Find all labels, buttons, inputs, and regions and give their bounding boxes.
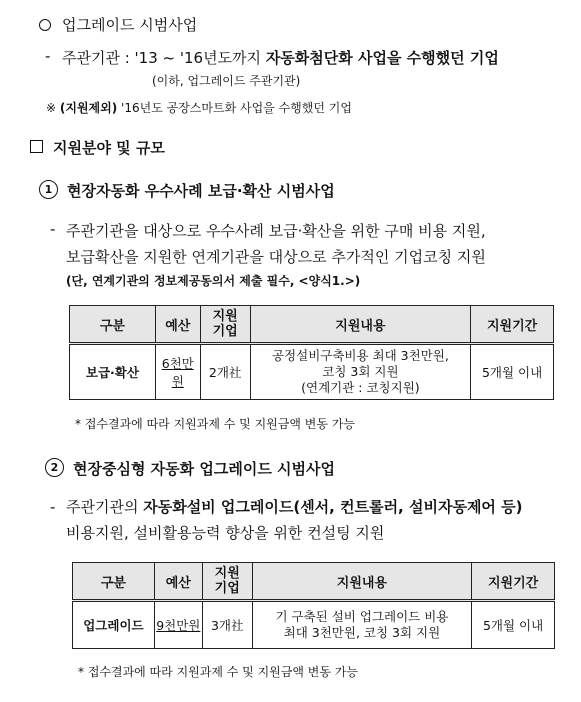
square-bullet-icon xyxy=(30,140,43,153)
col-header-companies: 지원 기업 xyxy=(202,563,252,601)
cell-budget: 9천만원 xyxy=(154,601,202,649)
heading-upgrade-pilot: 업그레이드 시범사업 xyxy=(62,16,198,34)
cell-content xyxy=(252,601,471,649)
content-line-2: 최대 3천만원, 코칭 3회 지원 xyxy=(283,625,441,640)
program2-dash: - xyxy=(50,498,56,516)
exclusion-text: '16년도 공장스마트화 사업을 수행했던 기업 xyxy=(117,101,352,115)
program2-footnote: * 접수결과에 따라 지원과제 수 및 지원금액 변동 가능 xyxy=(78,665,358,679)
col-header-content: 지원내용 xyxy=(252,563,471,601)
col-header-category: 구분 xyxy=(73,563,155,601)
host-note: (이하, 업그레이드 주관기관) xyxy=(152,74,301,88)
program1-desc-line2: 보급확산을 지원한 연계기관을 대상으로 추가적인 기업코칭 지원 xyxy=(66,248,486,266)
col-header-budget: 예산 xyxy=(155,306,200,344)
exclusion-bold: (지원제외) xyxy=(59,101,118,115)
content-line-1: 기 구축된 설비 업그레이드 비용 xyxy=(275,609,449,624)
content-line-2: 코칭 3회 지원 xyxy=(322,364,399,379)
program1-footnote: * 접수결과에 따라 지원과제 수 및 지원금액 변동 가능 xyxy=(75,417,355,431)
cell-period: 5개월 이내 xyxy=(472,601,555,649)
content-line-1: 공정설비구축비용 최대 3천만원, xyxy=(271,348,449,363)
col-header-budget: 예산 xyxy=(154,563,202,601)
program2-desc-bold: 자동화설비 업그레이드(센서, 컨트롤러, 설비자동제어 등) xyxy=(143,498,523,516)
program1-dash: - xyxy=(50,220,56,238)
host-line-bold: 자동화첨단화 사업을 수행했던 기업 xyxy=(265,49,499,67)
col-header-category: 구분 xyxy=(70,306,156,344)
cell-content xyxy=(250,344,470,400)
program1-desc-line1: 주관기관을 대상으로 우수사례 보급·확산을 위한 구매 비용 지원, xyxy=(66,222,486,240)
program1-table xyxy=(69,305,554,400)
cell-category: 보급·확산 xyxy=(70,344,156,400)
col-header-period: 지원기간 xyxy=(472,563,555,601)
cell-companies: 3개社 xyxy=(202,601,252,649)
hollow-circle-bullet-icon xyxy=(39,19,51,31)
reference-mark-icon: ※ xyxy=(46,101,57,115)
program2-desc-line2: 비용지원, 설비활용능력 향상을 위한 컨설팅 지원 xyxy=(66,524,385,542)
section-title: 지원분야 및 규모 xyxy=(53,139,165,157)
cell-category: 업그레이드 xyxy=(73,601,155,649)
program1-title: 현장자동화 우수사례 보급·확산 시범사업 xyxy=(67,182,335,200)
host-line xyxy=(62,47,499,68)
cell-companies: 2개社 xyxy=(200,344,250,400)
program2-desc-prefix: 주관기관의 xyxy=(66,498,144,516)
cell-period: 5개월 이내 xyxy=(471,344,554,400)
program2-desc-line1 xyxy=(66,496,523,517)
col-header-companies: 지원 기업 xyxy=(200,306,250,344)
content-line-3: (연계기관 : 코칭지원) xyxy=(301,380,420,395)
program2-table xyxy=(72,562,555,649)
program1-desc-note: (단, 연계기관의 정보제공동의서 제출 필수, <양식1.>) xyxy=(66,274,361,288)
col-header-content: 지원내용 xyxy=(250,306,470,344)
col-header-period: 지원기간 xyxy=(471,306,554,344)
circled-number-1-icon: 1 xyxy=(39,180,58,199)
host-line-prefix: 주관기관 : '13 ~ '16년도까지 xyxy=(62,49,266,67)
cell-budget: 6천만원 xyxy=(155,344,200,400)
exclusion-line xyxy=(46,99,352,116)
host-dash: - xyxy=(45,47,51,65)
program2-title: 현장중심형 자동화 업그레이드 시범사업 xyxy=(73,460,335,478)
circled-number-2-icon: 2 xyxy=(45,458,64,477)
